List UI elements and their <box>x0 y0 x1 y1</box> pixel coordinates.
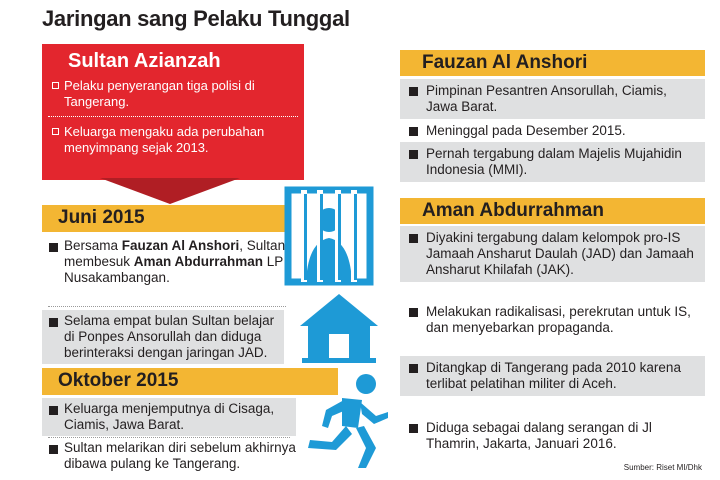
oktober-label: Oktober 2015 <box>58 370 179 391</box>
juni-item: Bersama Fauzan Al Anshori, Sultan membesuk Aman Abdurrahman LP Nusakambangan. <box>42 238 292 286</box>
bullet-icon <box>52 82 59 89</box>
divider <box>48 116 298 117</box>
pesantren-building-icon <box>298 292 380 364</box>
source-note: Sumber: Riset MI/Dhk <box>623 463 702 472</box>
fauzan-item: Pernah tergabung dalam Majelis Mujahidin Indonesia (MMI). <box>400 142 705 182</box>
bullet-icon <box>49 406 58 415</box>
down-arrow-icon <box>100 178 240 204</box>
divider <box>48 437 290 438</box>
prison-bars-icon <box>284 186 374 286</box>
juni-label: Juni 2015 <box>58 207 145 228</box>
bullet-icon <box>52 128 59 135</box>
bullet-icon <box>409 234 418 243</box>
sultan-box <box>42 44 304 180</box>
aman-name: Aman Abdurrahman <box>400 198 705 224</box>
aman-item: Diyakini tergabung dalam kelompok pro-IS Jamaah Ansharut Daulah (JAD) dan Jamaah Ansharut Khilafah (JAK). <box>400 226 705 282</box>
oktober-item: Keluarga menjemputnya di Cisaga, Ciamis, Jawa Barat. <box>42 398 296 436</box>
bullet-icon <box>409 150 418 159</box>
fauzan-item: Meninggal pada Desember 2015. <box>400 119 705 143</box>
bullet-icon <box>409 87 418 96</box>
running-man-icon <box>296 370 392 470</box>
bullet-icon <box>49 243 58 252</box>
sultan-name: Sultan Azianzah <box>68 50 221 72</box>
oktober-item: Sultan melarikan diri sebelum akhirnya dibawa pulang ke Tangerang. <box>42 440 302 472</box>
aman-item: Melakukan radikalisasi, perekrutan untuk IS, dan menyebarkan propaganda. <box>400 300 705 340</box>
sultan-item: Pelaku penyerangan tiga polisi di Tangerang. <box>42 78 304 110</box>
sultan-item: Keluarga mengaku ada perubahan menyimpang sejak 2013. <box>42 124 304 156</box>
fauzan-name: Fauzan Al Anshori <box>400 50 705 76</box>
divider <box>48 306 286 307</box>
fauzan-item: Pimpinan Pesantren Ansorullah, Ciamis, Jawa Barat. <box>400 79 705 119</box>
page-title: Jaringan sang Pelaku Tunggal <box>42 6 350 31</box>
aman-item: Ditangkap di Tangerang pada 2010 karena terlibat pelatihan militer di Aceh. <box>400 356 705 396</box>
juni-item: Selama empat bulan Sultan belajar di Ponpes Ansorullah dan diduga berinteraksi dengan jaringan JAD. <box>42 310 284 364</box>
bullet-icon <box>49 445 58 454</box>
bullet-icon <box>409 308 418 317</box>
bullet-icon <box>409 424 418 433</box>
aman-item: Diduga sebagai dalang serangan di Jl Thamrin, Jakarta, Januari 2016. <box>400 416 705 456</box>
bullet-icon <box>49 318 58 327</box>
bullet-icon <box>409 127 418 136</box>
bullet-icon <box>409 364 418 373</box>
